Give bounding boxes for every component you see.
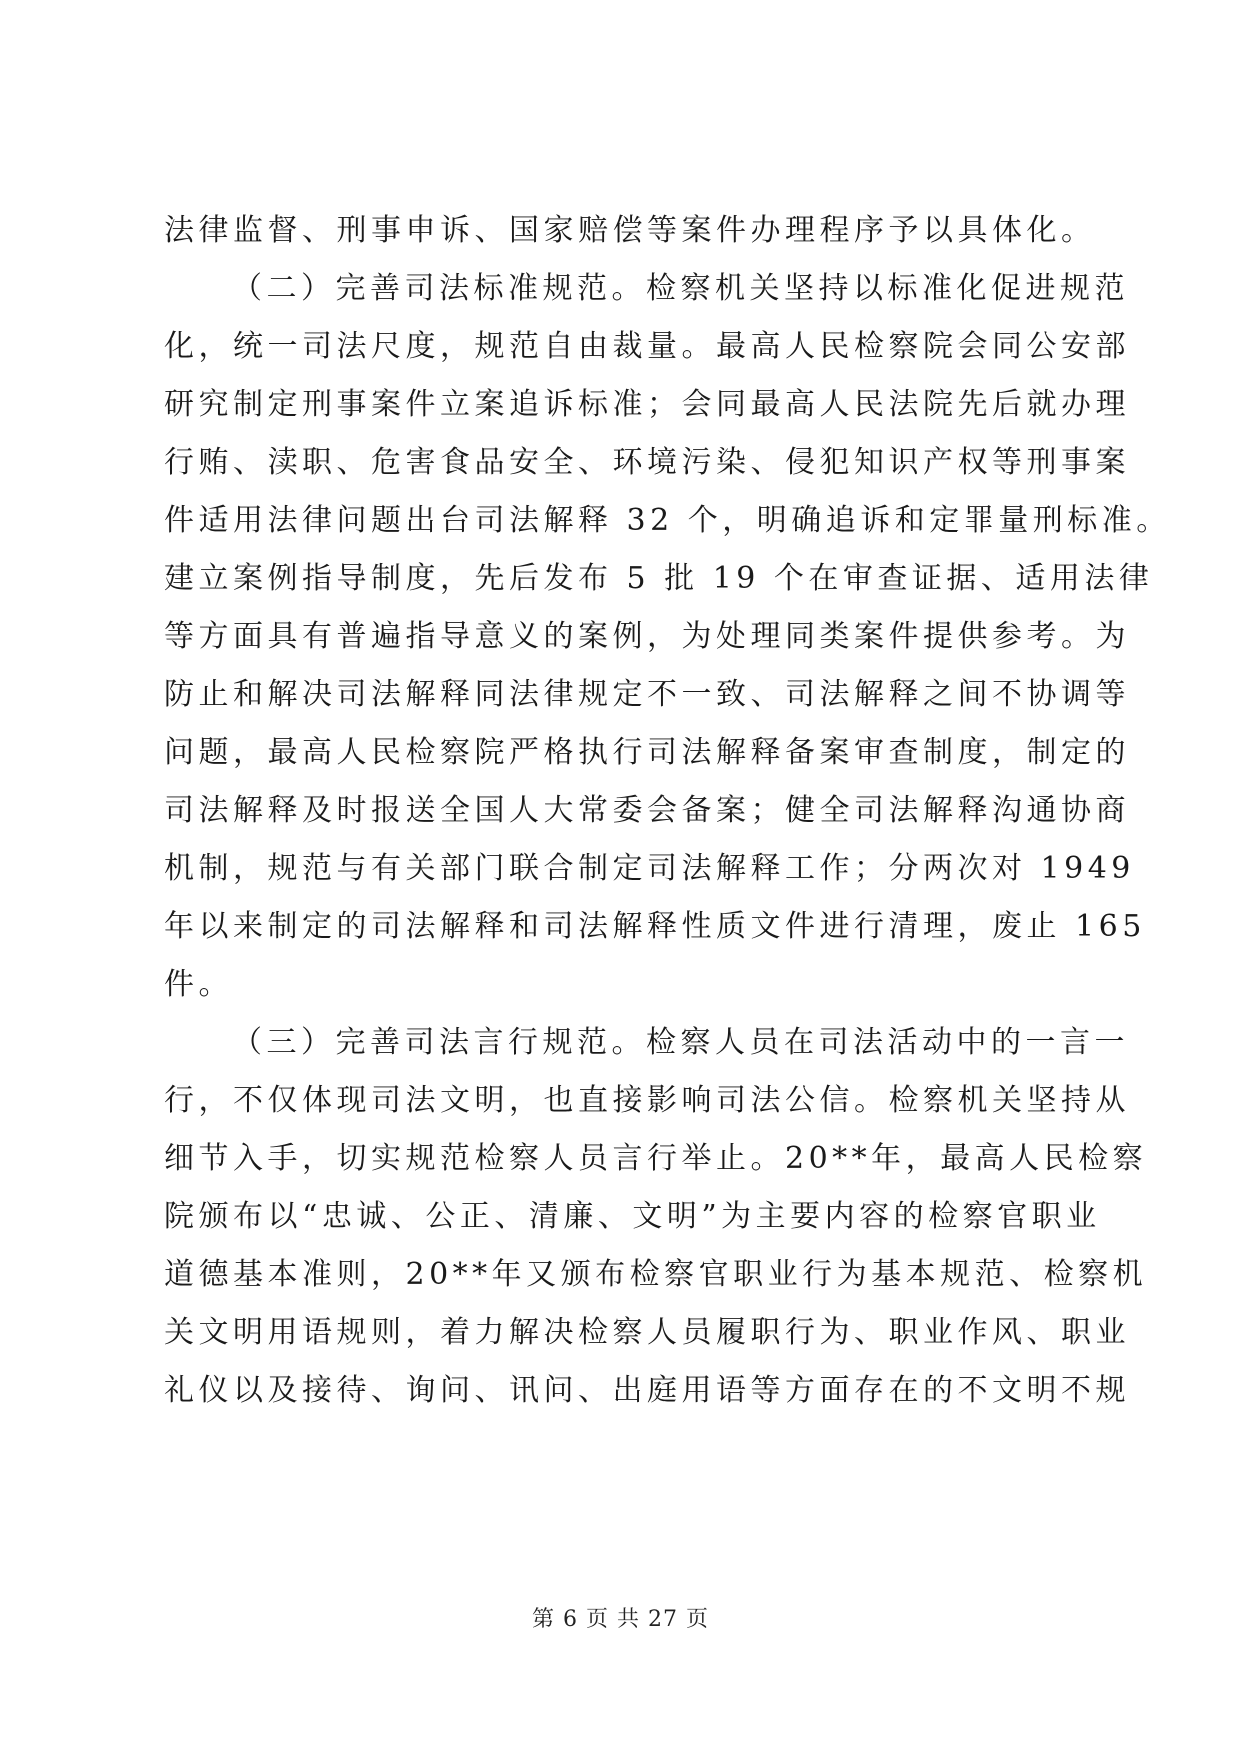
- page-number-footer: 第 6 页 共 27 页: [532, 1607, 709, 1632]
- paragraph-line: 司法解释及时报送全国人大常委会备案；健全司法解释沟通协商: [164, 793, 1130, 828]
- paragraph-line: 机制，规范与有关部门联合制定司法解释工作；分两次对 1949: [164, 851, 1135, 886]
- paragraph-line: 行贿、渎职、危害食品安全、环境污染、侵犯知识产权等刑事案: [164, 445, 1130, 480]
- paragraph-line: 建立案例指导制度，先后发布 5 批 19 个在审查证据、适用法律: [164, 561, 1154, 596]
- paragraph-line: 件。: [164, 967, 233, 1002]
- document-body: [164, 202, 1171, 1420]
- paragraph-line: 年以来制定的司法解释和司法解释性质文件进行清理，废止 165: [164, 909, 1146, 944]
- paragraph-line: 化，统一司法尺度，规范自由裁量。最高人民检察院会同公安部: [164, 329, 1130, 364]
- paragraph-line: 问题，最高人民检察院严格执行司法解释备案审查制度，制定的: [164, 735, 1130, 770]
- paragraph-line: 道德基本准则，20**年又颁布检察官职业行为基本规范、检察机: [164, 1257, 1148, 1292]
- paragraph-line: 院颁布以“忠诚、公正、清廉、文明”为主要内容的检察官职业: [164, 1199, 1101, 1234]
- section-heading-line: （二）完善司法标准规范。检察机关坚持以标准化促进规范: [232, 271, 1129, 306]
- paragraph-line: 法律监督、刑事申诉、国家赔偿等案件办理程序予以具体化。: [164, 213, 1096, 248]
- paragraph-line: 关文明用语规则，着力解决检察人员履职行为、职业作风、职业: [164, 1315, 1130, 1350]
- paragraph-line: 件适用法律问题出台司法解释 32 个，明确追诉和定罪量刑标准。: [164, 503, 1171, 538]
- paragraph-line: 研究制定刑事案件立案追诉标准；会同最高人民法院先后就办理: [164, 387, 1130, 422]
- section-heading-line: （三）完善司法言行规范。检察人员在司法活动中的一言一: [232, 1025, 1129, 1060]
- paragraph-line: 防止和解决司法解释同法律规定不一致、司法解释之间不协调等: [164, 677, 1130, 712]
- paragraph-line: 礼仪以及接待、询问、讯问、出庭用语等方面存在的不文明不规: [164, 1373, 1130, 1408]
- paragraph-line: 等方面具有普遍指导意义的案例，为处理同类案件提供参考。为: [164, 619, 1130, 654]
- paragraph-line: 细节入手，切实规范检察人员言行举止。20**年，最高人民检察: [164, 1141, 1148, 1176]
- paragraph-line: 行，不仅体现司法文明，也直接影响司法公信。检察机关坚持从: [164, 1083, 1130, 1118]
